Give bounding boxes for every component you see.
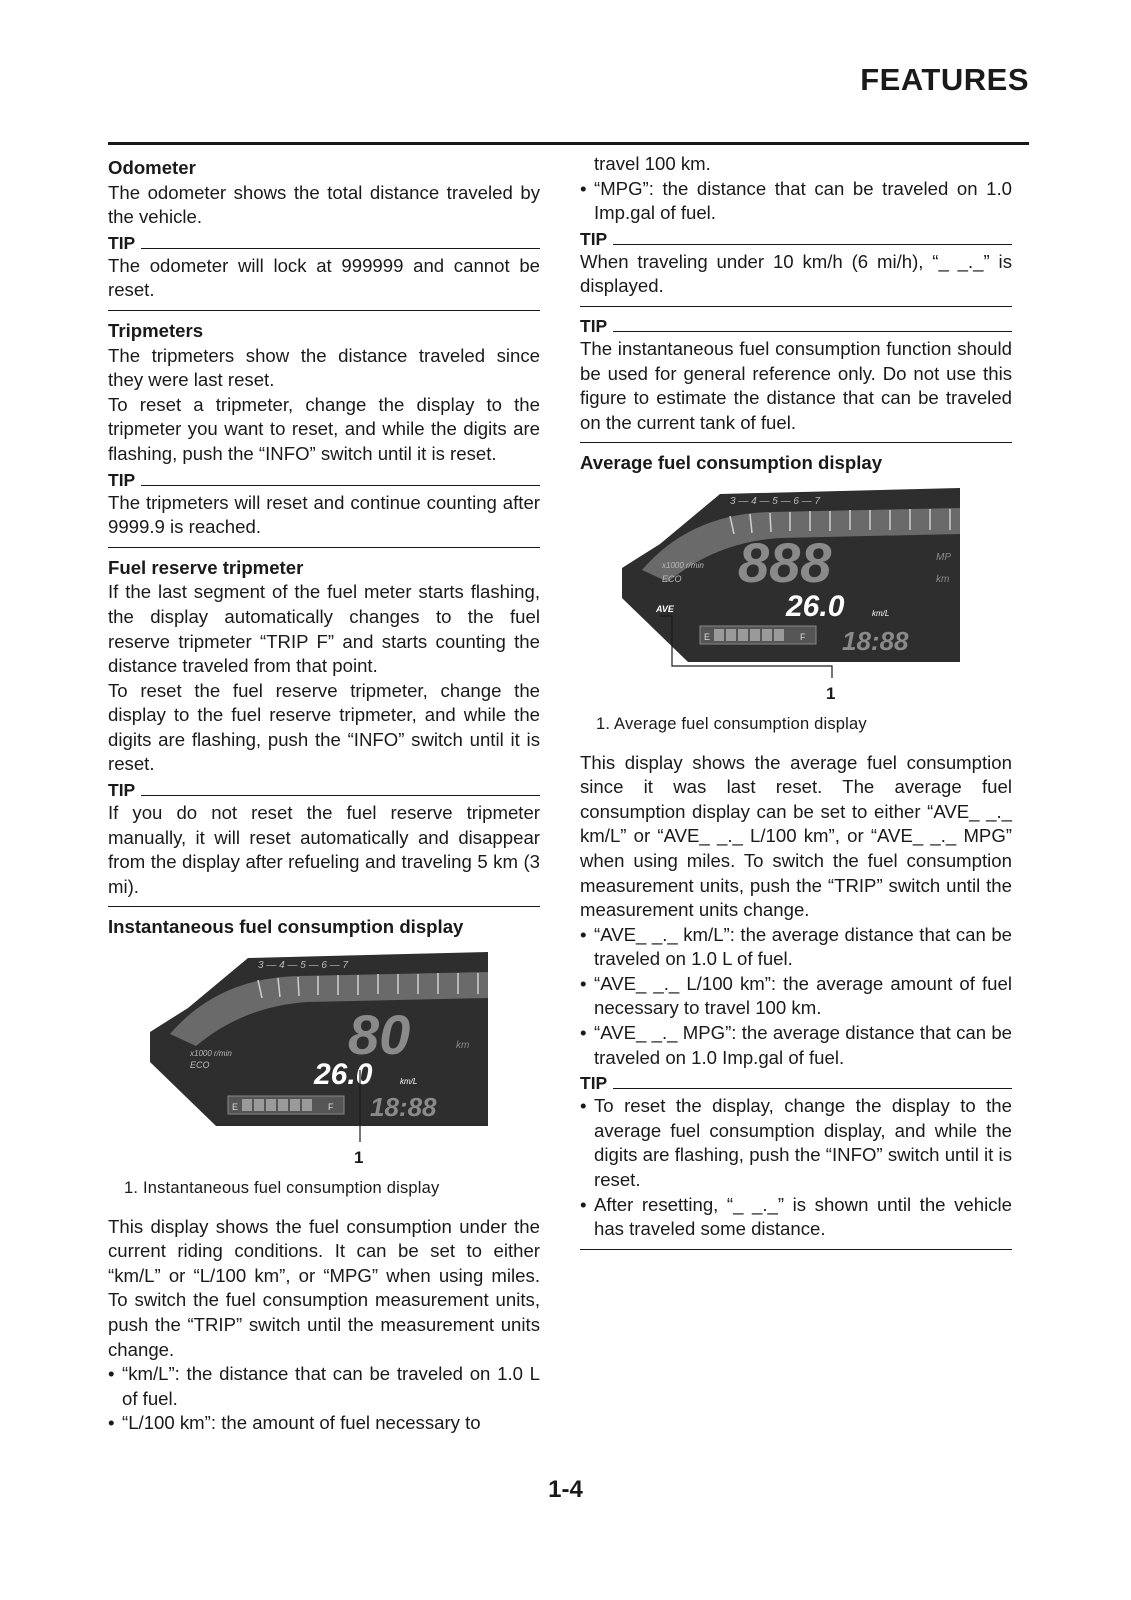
odometer-body: The odometer shows the total distance traveled by the vehicle. [108,181,540,228]
tip-text: When traveling under 10 km/h (6 mi/h), “_ _._” is displayed. [580,250,1012,297]
tip-reference-only [580,315,1012,443]
list-item: • “km/L”: the distance that can be traveled on 1.0 L of fuel. [108,1362,540,1411]
continued-text: travel 100 km. [594,153,711,174]
tip-label: TIP [108,469,136,490]
instant-display-figure [108,950,540,1168]
left-column [108,152,540,1436]
average-body: This display shows the average fuel consumption since it was last reset. The average fuel consumption display can be set to either “AVE_ _._ km/L” or “AVE_ _._ L/100 km”, or “AVE_ _._ MPG” when using miles. To switch the fuel consumption measurement units, push the “TRIP” switch until the measurement units change. [580,751,1012,921]
average-unit-list [580,923,1012,1071]
tip-label: TIP [580,228,608,249]
odometer-tip [108,232,540,311]
tip-text: If you do not reset the fuel reserve tripmeter manually, it will reset automatically and disappear from the display after refueling and traveling 5 km (3 mi). [108,802,540,897]
tip-text: The odometer will lock at 999999 and cannot be reset. [108,254,540,301]
svg-text:3 — 4 — 5 — 6 — 7: 3 — 4 — 5 — 6 — 7 [258,960,349,972]
instant-unit-list [108,1362,540,1436]
rpm-label: x1000 r/min [662,560,704,570]
tip-low-speed [580,228,1012,307]
consumption-value: 26.0 [314,1058,373,1092]
tip-label: TIP [108,780,136,801]
fuel-f-label: F [328,1102,334,1113]
list-item: • After resetting, “_ _._” is shown until the vehicle has traveled some distance. [580,1193,1012,1242]
tripmeters-body-2: To reset a tripmeter, change the display to the tripmeter you want to reset, and while the digits are flashing, push the “INFO” switch until it is reset. [108,393,540,464]
tripmeters-tip [108,469,540,548]
fuel-e-label: E [232,1102,239,1113]
list-item: • “AVE_ _._ km/L”: the average distance that can be traveled on 1.0 L of fuel. [580,923,1012,972]
list-item: • “L/100 km”: the amount of fuel necessary to [108,1411,540,1436]
instant-body: This display shows the fuel consumption under the current riding conditions. It can be set to either “km/L” or “L/100 km”, or “MPG” when using miles. To switch the fuel consumption measurement units, push the “TRIP” switch until the measurement units change. [108,1215,540,1360]
tripmeters-body-1: The tripmeters show the distance traveled since they were last reset. [108,344,540,391]
eco-label: ECO [190,1060,210,1071]
header-rule [108,142,1029,145]
speed-unit: km [936,573,950,585]
clock-digits: 18:88 [370,1092,437,1123]
eco-label: ECO [662,573,682,584]
list-item: • “AVE_ _._ L/100 km”: the average amount of fuel necessary to travel 100 km. [580,972,1012,1021]
average-display-figure [580,486,1012,703]
fuel-reserve-body-1: If the last segment of the fuel meter starts flashing, the display automatically changes to the fuel reserve tripmeter “TRIP F” and starts counting the distance traveled from that point. [108,581,540,677]
meter-display-illustration [148,950,488,1150]
tip-label: TIP [580,1073,608,1094]
consumption-unit: km/L [872,608,890,618]
average-figure-caption: 1. Average fuel consumption display [596,714,867,733]
tip-label: TIP [108,232,136,253]
tripmeters-heading: Tripmeters [108,319,204,341]
consumption-unit: km/L [400,1077,418,1087]
tip-text: The instantaneous fuel consumption function should be used for general reference only. Do not use this figure to estimate the distance that can be traveled on the current tank of fuel. [580,337,1012,433]
svg-text:3 — 4 — 5 — 6 — 7: 3 — 4 — 5 — 6 — 7 [730,495,821,507]
speed-unit: km [456,1040,470,1052]
clock-digits: 18:88 [842,625,909,656]
figure-callout: 1 [354,1148,364,1168]
page-number: 1-4 [548,1476,583,1503]
list-item: • “MPG”: the distance that can be traveled on 1.0 Imp.gal of fuel. [580,177,1012,226]
page-header-title: FEATURES [860,62,1029,97]
speed-digits: 888 [738,530,832,594]
average-heading: Average fuel consumption display [580,452,883,474]
fuel-f-label: F [800,631,806,642]
tip-text: The tripmeters will reset and continue counting after 9999.9 is reached. [108,491,540,538]
average-tip [580,1072,1012,1250]
figure-callout: 1 [826,683,836,703]
consumption-value: 26.0 [786,589,845,623]
ave-label: AVE [656,603,674,614]
fuel-reserve-tip [108,779,540,907]
list-item: • “AVE_ _._ MPG”: the average distance that can be traveled on 1.0 Imp.gal of fuel. [580,1021,1012,1070]
mpg-list [580,177,1012,226]
instant-heading: Instantaneous fuel consumption display [108,916,464,938]
fuel-reserve-body-2: To reset the fuel reserve tripmeter, change the display to the fuel reserve tripmeter, and while the digits are flashing, push the “INFO” switch until it is reset. [108,679,540,775]
instant-figure-caption: 1. Instantaneous fuel consumption display [124,1179,440,1198]
right-column [580,152,1012,1258]
odometer-heading: Odometer [108,157,196,178]
list-item: • To reset the display, change the display to the average fuel consumption display, and while the digits are flashing, push the “INFO” switch until it is reset. [580,1094,1012,1192]
fuel-reserve-heading: Fuel reserve tripmeter [108,556,304,578]
speed-digits: 80 [348,1003,411,1067]
mpg-unit: MP [936,551,951,563]
meter-display-illustration [620,486,960,686]
tip-list [580,1094,1012,1242]
fuel-e-label: E [704,631,711,642]
rpm-label: x1000 r/min [190,1049,232,1059]
tip-label: TIP [580,315,608,336]
